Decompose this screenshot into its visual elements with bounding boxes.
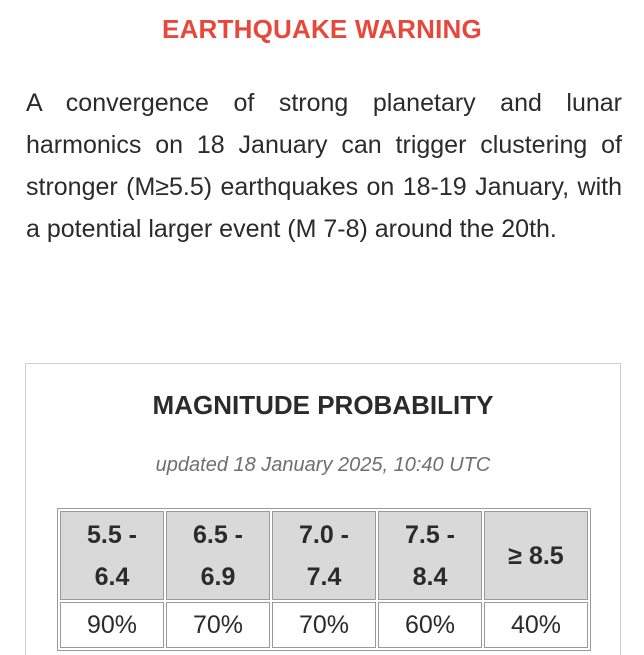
probability-value: 70%: [272, 602, 376, 648]
warning-title: EARTHQUAKE WARNING: [162, 14, 482, 44]
range-line: ≥ 8.5: [508, 541, 564, 570]
card-title: MAGNITUDE PROBABILITY: [152, 390, 494, 420]
probability-value: 70%: [166, 602, 270, 648]
table-value-row: [60, 602, 588, 648]
magnitude-range-header: [272, 511, 376, 600]
range-line: 7.4: [306, 562, 342, 591]
range-line: 8.4: [412, 562, 448, 591]
range-line: 7.0 -: [298, 520, 350, 549]
probability-value: 40%: [484, 602, 588, 648]
magnitude-range-header: [60, 511, 164, 600]
range-line: 6.5 -: [192, 520, 244, 549]
updated-timestamp: updated 18 January 2025, 10:40 UTC: [155, 454, 491, 476]
range-line: 7.5 -: [404, 520, 456, 549]
magnitude-range-header: [378, 511, 482, 600]
table-header-row: [60, 511, 588, 600]
warning-description: A convergence of strong planetary and lunar harmonics on 18 January can trigger clustering of stronger (M≥5.5) earthquakes on 18-19 January, with a potential larger event (M 7-8) around the 20th.: [26, 89, 622, 243]
range-line: 6.9: [200, 562, 236, 591]
range-line: 6.4: [94, 562, 130, 591]
magnitude-range-header: [484, 511, 588, 600]
magnitude-probability-table: [57, 508, 591, 651]
range-line: 5.5 -: [86, 520, 138, 549]
magnitude-range-header: [166, 511, 270, 600]
probability-value: 90%: [60, 602, 164, 648]
probability-value: 60%: [378, 602, 482, 648]
magnitude-probability-card: [25, 363, 621, 655]
